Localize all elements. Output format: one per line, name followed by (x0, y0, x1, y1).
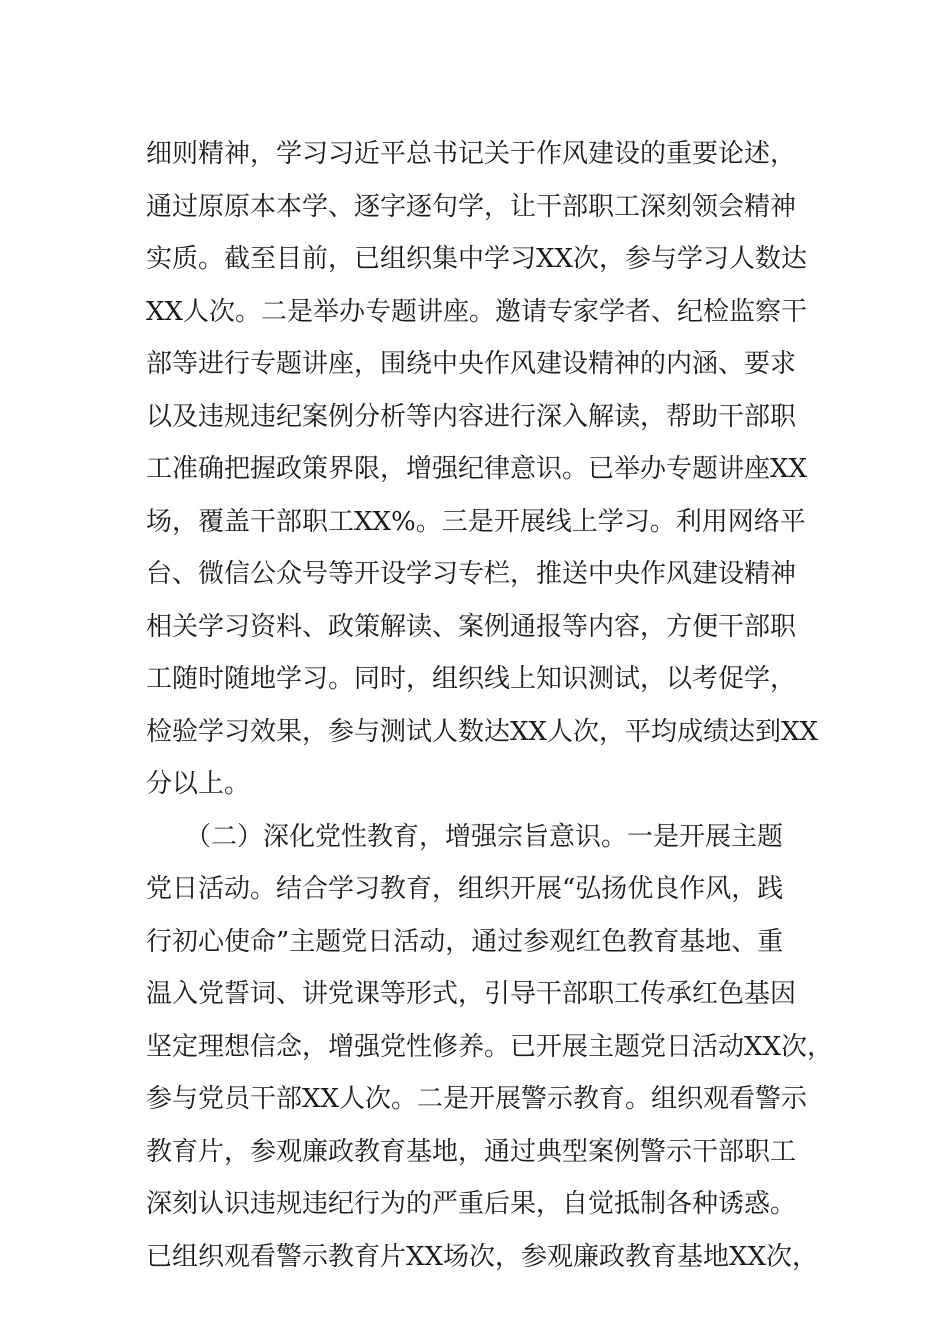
text-line: 检验学习效果，参与测试人数达XX人次，平均成绩达到XX (146, 716, 819, 747)
text-line: 工随时随地学习。同时，组织线上知识测试，以考促学， (146, 664, 797, 694)
text-line: 参与党员干部XX人次。二是开展警示教育。组织观看警示 (146, 1084, 808, 1114)
text-line: 细则精神，学习习近平总书记关于作风建设的重要论述， (146, 139, 797, 169)
text-line: 分以上。 (146, 769, 251, 799)
text-line: 场，覆盖干部职工XX%。三是开展线上学习。利用网络平 (146, 506, 806, 537)
text-line: XX人次。二是举办专题讲座。邀请专家学者、纪检监察干 (146, 296, 808, 327)
text-line: 实质。截至目前，已组织集中学习XX次，参与学习人数达 (146, 244, 808, 274)
body-text (146, 130, 834, 1285)
text-line: 已组织观看警示教育片XX场次，参观廉政教育基地XX次， (146, 1241, 819, 1272)
text-line: 通过原原本本学、逐字逐句学，让干部职工深刻领会精神 (146, 191, 797, 222)
text-line: 工准确把握政策界限，增强纪律意识。已举办专题讲座XX (146, 454, 808, 484)
text-line: 台、微信公众号等开设学习专栏，推送中央作风建设精神 (146, 559, 797, 589)
text-line: 相关学习资料、政策解读、案例通报等内容，方便干部职 (146, 611, 797, 642)
text-line: 教育片，参观廉政教育基地，通过典型案例警示干部职工 (146, 1136, 797, 1167)
text-line: 温入党誓词、讲党课等形式，引导干部职工传承红色基因 (146, 979, 797, 1009)
text-line: 行初心使命”主题党日活动，通过参观红色教育基地、重 (146, 926, 784, 957)
text-line: 坚定理想信念，增强党性修养。已开展主题党日活动XX次， (146, 1031, 834, 1062)
text-line: 部等进行专题讲座，围绕中央作风建设精神的内涵、要求 (146, 349, 797, 379)
text-line: （二）深化党性教育，增强宗旨意识。一是开展主题 (146, 821, 784, 852)
text-line: 党日活动。结合学习教育，组织开展“弘扬优良作风，践 (146, 874, 784, 904)
text-line: 深刻认识违规违纪行为的严重后果，自觉抵制各种诱惑。 (146, 1189, 797, 1219)
text-line: 以及违规违纪案例分析等内容进行深入解读，帮助干部职 (146, 401, 797, 432)
